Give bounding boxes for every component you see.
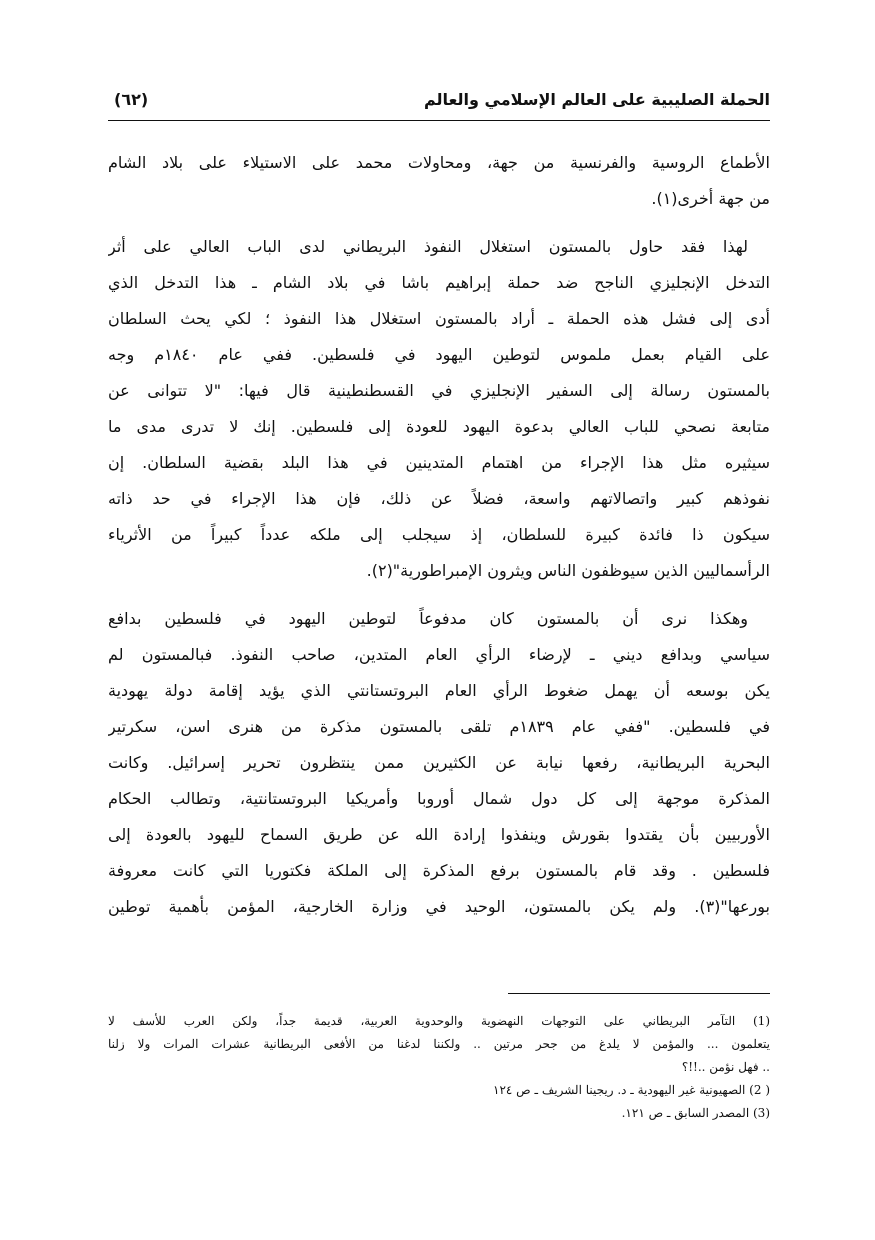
text-line: ( 2) الصهيونية غير اليهودية ـ د. ريجينا الشريف ـ ص ١٢٤	[493, 1083, 770, 1097]
text-line: في فلسطين. "ففي عام ١٨٣٩م تلقى بالمستون مذكرة من هنرى اسن، سكرتير	[108, 717, 770, 736]
footnote	[108, 1102, 770, 1125]
text-line: الأوربيين بأن يقتدوا بقورش وينفذوا إرادة الله عن طريق السماح لليهود بالعودة إلى	[108, 825, 770, 844]
text-line: يتعلمون ... والمؤمن لا يلدغ من جحر مرتين .. ولكننا لدغنا من الأفعى البريطانية عشرات المرات ولا زلنا	[108, 1037, 770, 1051]
text-line: وهكذا نرى أن بالمستون كان مدفوعاً لتوطين اليهود في فلسطين بدافع	[108, 609, 748, 628]
text-line: الرأسماليين الذين سيوظفون الناس ويثرون الإمبراطورية"(٢).	[366, 561, 770, 580]
text-line: بورعها"(٣). ولم يكن بالمستون، الوحيد في وزارة الخارجية، المؤمن بأهمية توطين	[108, 897, 770, 916]
text-line: يكن بوسعه أن يهمل ضغوط الرأي العام البروتستانتي الذي يؤيد إقامة دولة يهودية	[108, 681, 770, 700]
text-line: سياسي وبدافع ديني ـ لإرضاء الرأي العام المتدين، صاحب النفوذ. فبالمستون لم	[108, 645, 770, 664]
text-line: لهذا فقد حاول بالمستون استغلال النفوذ البريطاني لدى الباب العالي على أثر	[108, 237, 748, 256]
text-line: التدخل الإنجليزي الناجح ضد حملة إبراهيم باشا في بلاد الشام ـ هذا التدخل الذي	[108, 273, 770, 292]
paragraph	[108, 601, 770, 925]
book-title: الحملة الصليبية على العالم الإسلامي والعالم	[423, 90, 770, 109]
text-line: من جهة أخرى(١).	[651, 189, 770, 208]
footnote-divider	[508, 993, 770, 994]
text-line: المذكرة موجهة إلى كل دول شمال أوروبا وأمريكيا البروتستانتية، وتطالب الحكام	[108, 789, 770, 808]
text-line: البحرية البريطانية، رفعها نيابة عن الكثيرين ممن ينتظرون تحرير إسرائيل. وكانت	[108, 753, 770, 772]
footnote	[108, 1079, 770, 1102]
text-line: أدى إلى فشل هذه الحملة ـ أراد بالمستون استغلال هذا النفوذ ؛ لكي يحث السلطان	[108, 309, 770, 328]
text-line: بالمستون رسالة إلى السفير الإنجليزي في القسطنطينية قال فيها: "لا تتوانى عن	[108, 381, 770, 400]
text-line: الأطماع الروسية والفرنسية من جهة، ومحاولات محمد على الاستيلاء على بلاد الشام	[108, 153, 770, 172]
text-line: على القيام بعمل ملموس لتوطين اليهود في فلسطين. ففي عام ١٨٤٠م وجه	[108, 345, 770, 364]
footnotes	[108, 1010, 770, 1125]
text-line: .. فهل نؤمن ..!!؟	[681, 1060, 770, 1074]
running-header	[108, 86, 770, 121]
paragraph	[108, 145, 770, 217]
text-line: (3) المصدر السابق ـ ص ١٢١.	[621, 1106, 770, 1120]
main-text	[108, 145, 770, 937]
paragraph	[108, 229, 770, 589]
page-number: (٦٢)	[114, 90, 149, 109]
footnote	[108, 1010, 770, 1079]
text-line: فلسطين . وقد قام بالمستون برفع المذكرة إلى الملكة فكتوريا التي كانت معروفة	[108, 861, 770, 880]
text-line: نفوذهم كبير واتصالاتهم واسعة، فضلاً عن ذلك، فإن هذا الإجراء في حد ذاته	[108, 489, 770, 508]
text-line: متابعة نصحي للباب العالي بدعوة اليهود للعودة إلى فلسطين. إنك لا تدرى مدى ما	[108, 417, 770, 436]
text-line: (1) التآمر البريطاني على التوجهات النهضوية والوحدوية العربية، قديمة جداً، ولكن العرب للأسف لا	[108, 1014, 770, 1028]
text-line: سيكون ذا فائدة كبيرة للسلطان، إذ سيجلب إلى ملكه عدداً كبيراً من الأثرياء	[108, 525, 770, 544]
text-line: سيثيره مثل هذا الإجراء من اهتمام المتدينين في هذا البلد بقضية السلطان. إن	[108, 453, 770, 472]
